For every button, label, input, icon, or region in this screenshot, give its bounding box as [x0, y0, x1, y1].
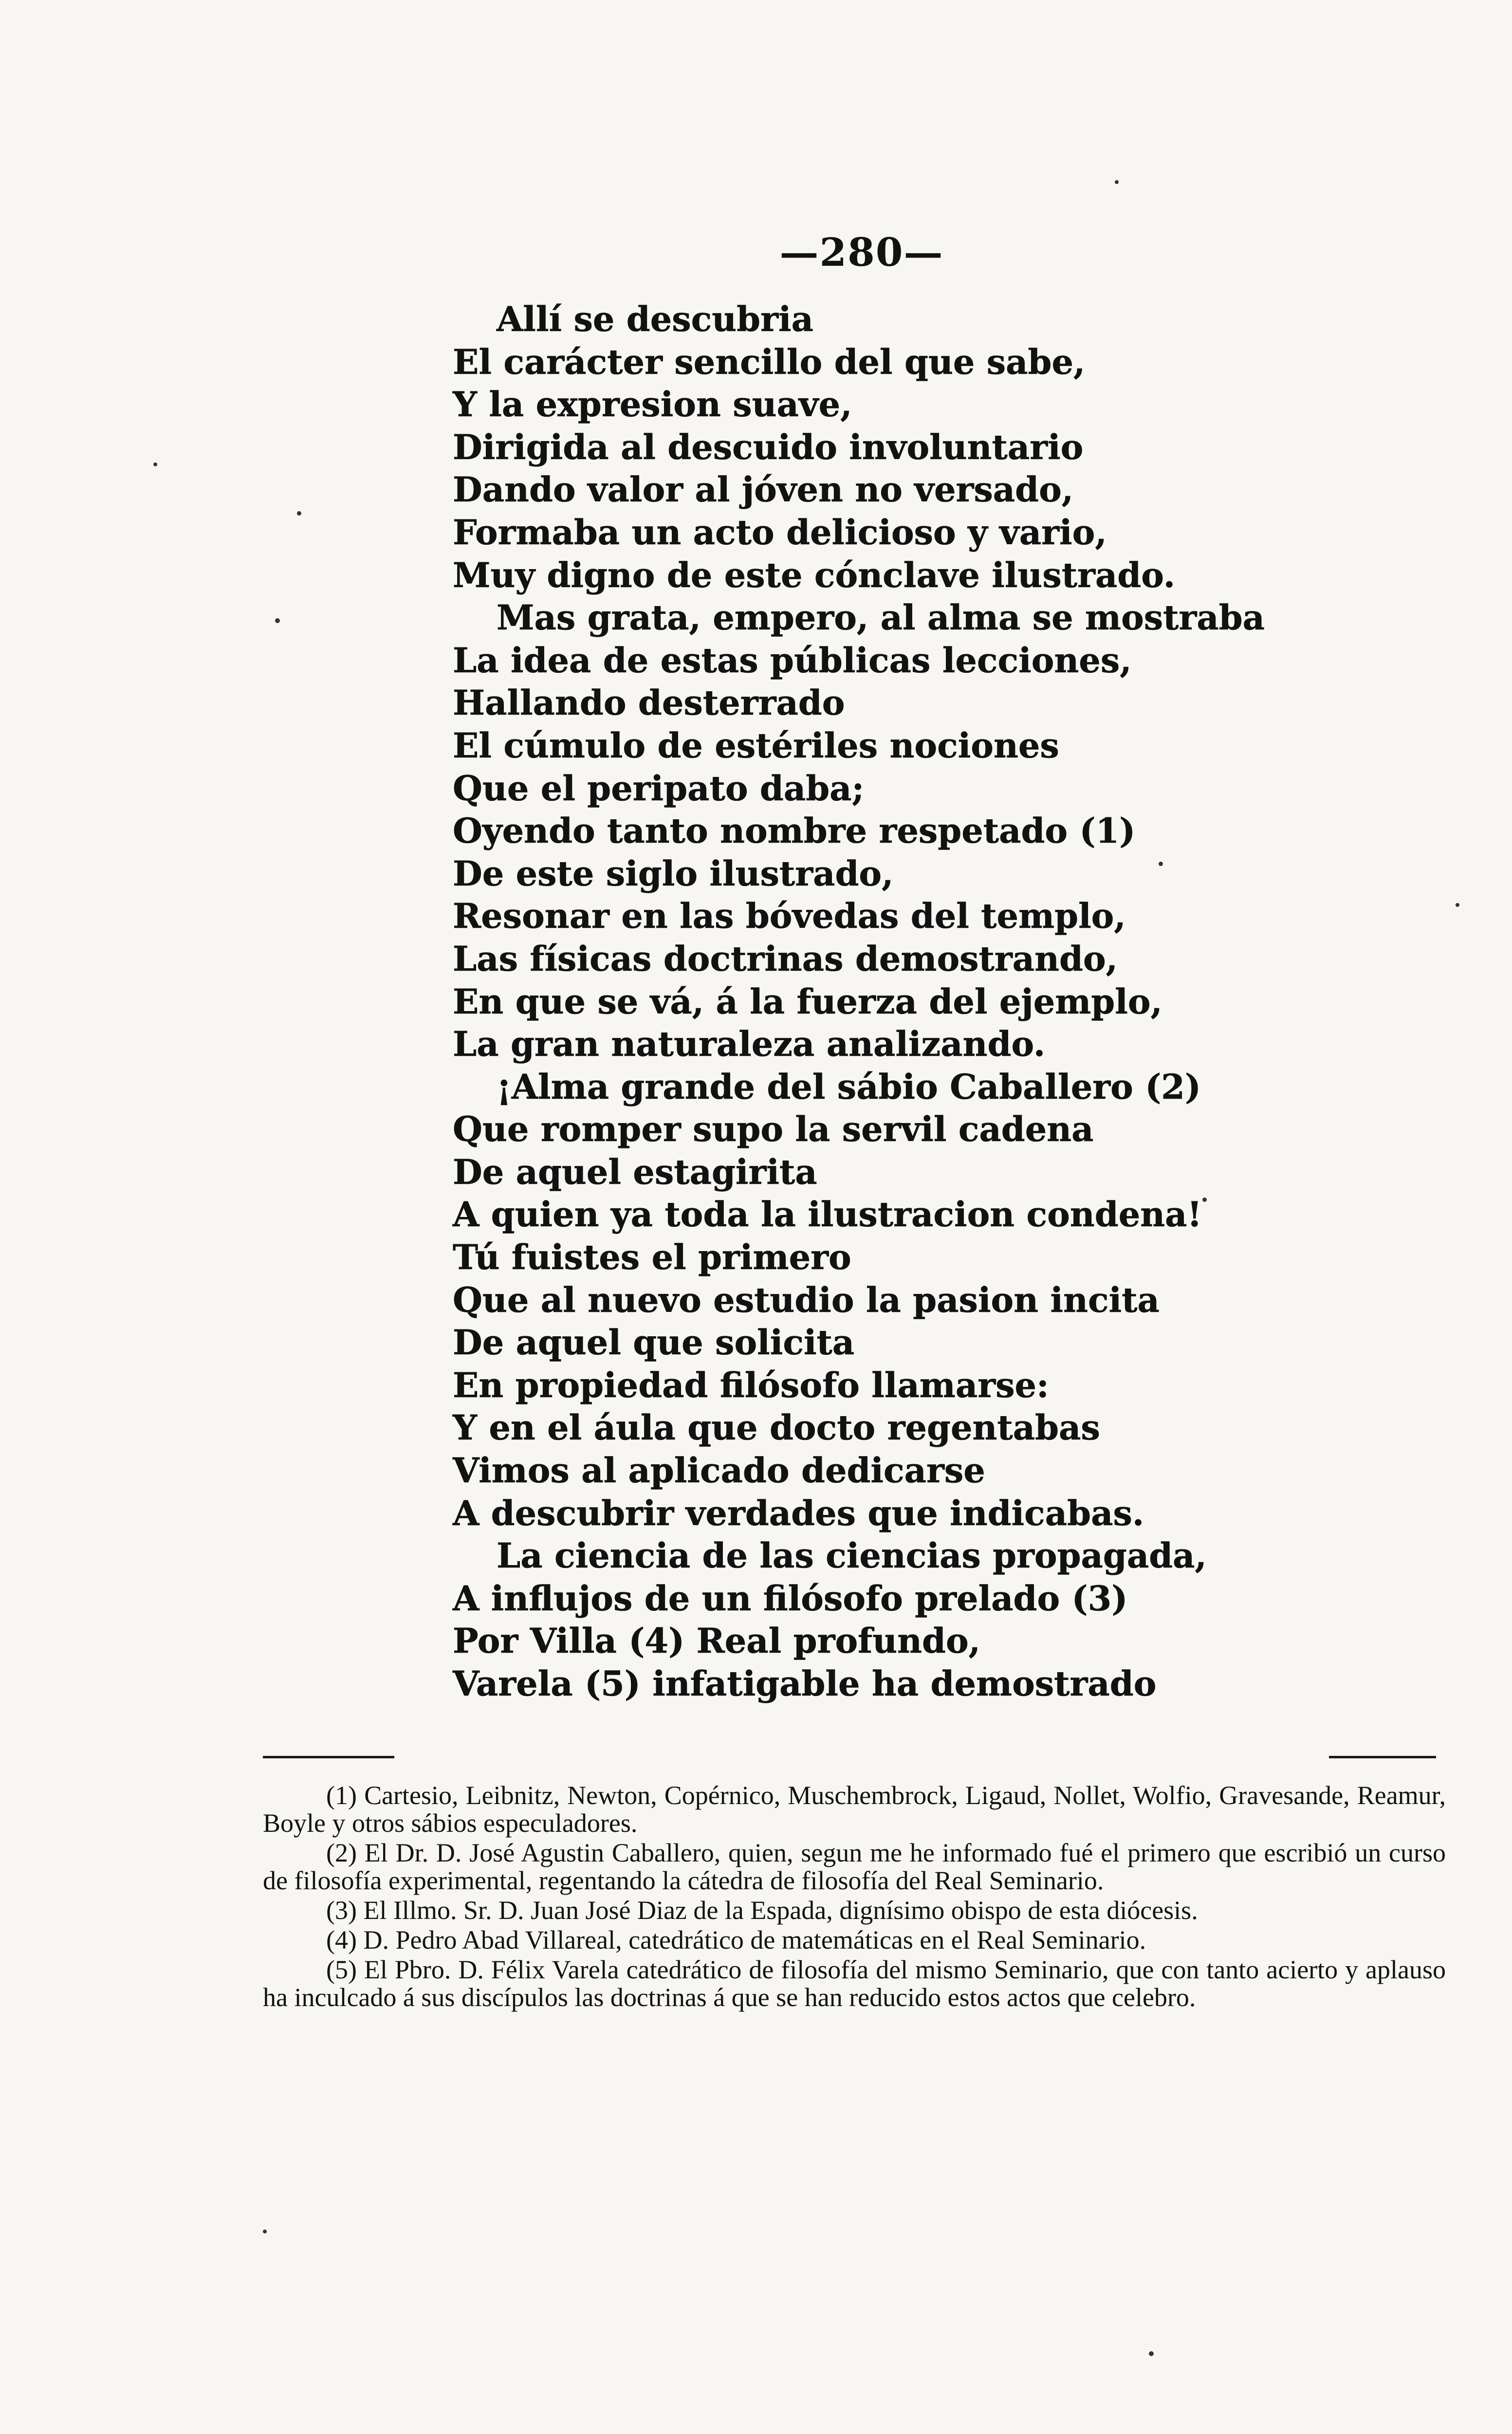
poem-line: El cúmulo de estériles nociones [453, 725, 1059, 766]
poem-line: Oyendo tanto nombre respetado (1) [453, 811, 1136, 851]
poem-body [453, 298, 1378, 1705]
poem-line: Hallando desterrado [453, 682, 845, 723]
poem-line: Allí se descubria [497, 299, 813, 339]
poem-line: Tú fuistes el primero [453, 1237, 851, 1278]
scan-speck [153, 462, 157, 466]
poem-line: A descubrir verdades que indicabas. [453, 1493, 1144, 1533]
poem-line: Dando valor al jóven no versado, [453, 469, 1074, 510]
scan-speck [1149, 2351, 1154, 2356]
poem-line: La ciencia de las ciencias propagada, [497, 1535, 1207, 1576]
poem-line: Y la expresion suave, [453, 384, 852, 425]
poem-line: En propiedad filósofo llamarse: [453, 1365, 1049, 1405]
poem-line: ¡Alma grande del sábio Caballero (2) [497, 1066, 1201, 1107]
scan-speck [263, 2230, 267, 2233]
poem-line: Mas grata, empero, al alma se mostraba [497, 597, 1265, 638]
poem-line: Que al nuevo estudio la pasion incita [453, 1279, 1160, 1320]
poem-line: A quien ya toda la ilustracion condena! [453, 1194, 1202, 1235]
poem-line: De aquel estagirita [453, 1151, 817, 1192]
footnote: (2) El Dr. D. José Agustin Caballero, quien, segun me he informado fué el primero que escribió un curso de filosofía experimental, regentando la cátedra de filosofía del Real Seminario. [263, 1838, 1446, 1895]
page-number: —280— [779, 229, 944, 275]
poem-line: En que se vá, á la fuerza del ejemplo, [453, 981, 1162, 1022]
scan-speck [297, 511, 301, 516]
poem-line: Muy digno de este cónclave ilustrado. [453, 554, 1176, 595]
poem-line: Que romper supo la servil cadena [453, 1109, 1094, 1150]
poem-line: De este siglo ilustrado, [453, 853, 894, 894]
poem-line: A influjos de un filósofo prelado (3) [453, 1578, 1128, 1619]
poem-line: De aquel que solicita [453, 1322, 855, 1363]
scan-speck [275, 618, 280, 623]
footnotes-section [263, 1782, 1446, 2013]
poem-line: Varela (5) infatigable ha demostrado [453, 1663, 1157, 1704]
poem-line: La idea de estas públicas lecciones, [453, 640, 1132, 681]
scan-speck [1202, 1198, 1207, 1202]
scan-speck [1456, 903, 1459, 907]
footnote-divider-right [1329, 1756, 1436, 1758]
poem-line: Dirigida al descuido involuntario [453, 426, 1084, 467]
scan-speck [1159, 862, 1163, 866]
poem-line: Las físicas doctrinas demostrando, [453, 938, 1118, 979]
poem-line: Que el peripato daba; [453, 768, 865, 809]
footnote: (4) D. Pedro Abad Villareal, catedrático de matemáticas en el Real Seminario. [326, 1925, 1146, 1955]
poem-line: La gran naturaleza analizando. [453, 1024, 1046, 1065]
scan-speck [1115, 180, 1119, 184]
poem-line: Resonar en las bóvedas del templo, [453, 896, 1126, 937]
poem-line: Por Villa (4) Real profundo, [453, 1621, 981, 1661]
footnote: (1) Cartesio, Leibnitz, Newton, Copérnico, Muschembrock, Ligaud, Nollet, Wolfio, Gravesande, Reamur, Boyle y otros sábios especuladores. [263, 1781, 1446, 1838]
footnote-divider-left [263, 1756, 394, 1758]
footnote: (5) El Pbro. D. Félix Varela catedrático de filosofía del mismo Seminario, que con tanto acierto y aplauso ha inculcado á sus discípulos las doctrinas á que se han reducido estos actos que celebro. [263, 1955, 1446, 2012]
poem-line: Formaba un acto delicioso y vario, [453, 512, 1107, 553]
poem-line: Y en el áula que docto regentabas [453, 1407, 1100, 1448]
poem-line: El carácter sencillo del que sabe, [453, 341, 1086, 382]
poem-line: Vimos al aplicado dedicarse [453, 1450, 985, 1491]
footnote: (3) El Illmo. Sr. D. Juan José Diaz de la Espada, dignísimo obispo de esta diócesis. [326, 1896, 1198, 1925]
